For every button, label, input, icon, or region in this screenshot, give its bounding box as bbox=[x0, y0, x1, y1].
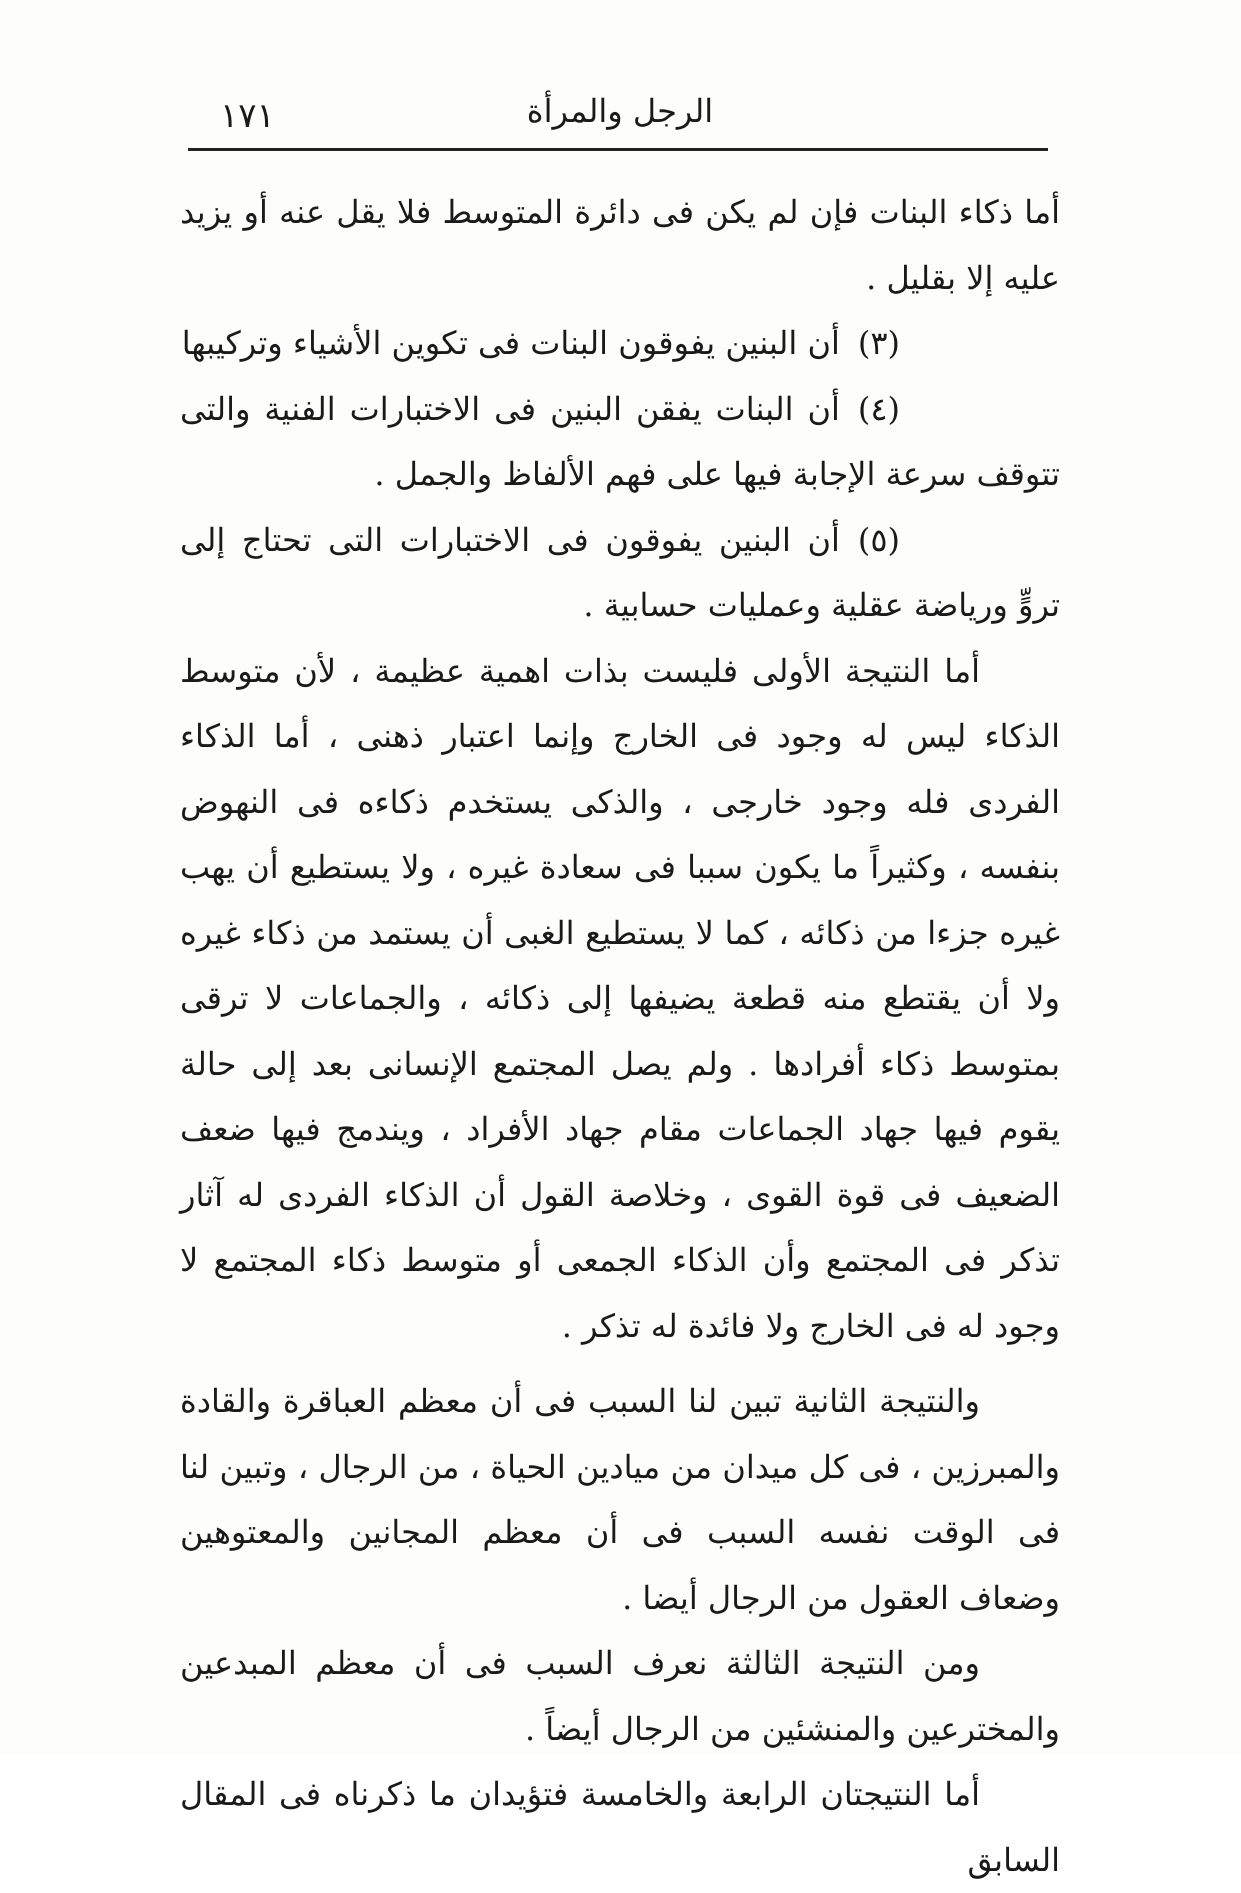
paragraph-gap bbox=[180, 1359, 1060, 1369]
paragraph-first-result: أما النتيجة الأولى فليست بذات اهمية عظيمة ، لأن متوسط الذكاء ليس له وجود فى الخارج وإنما اعتبار ذهنى ، أما الذكاء الفردى فله وجود خارجى ، والذكى يستخدم ذكاءه فى النهوض بنفسه ، وكثيراً ما يكون سببا فى سعادة غيره ، ولا يستطيع أن يهب غيره جزءا من ذكائه ، كما لا يستطيع الغبى أن يستمد من ذكاء غيره ولا أن يقتطع منه قطعة يضيفها إلى ذكائه ، والجماعات لا ترقى بمتوسط ذكاء أفرادها . ولم يصل المجتمع الإنسانى بعد إلى حالة يقوم فيها جهاد الجماعات مقام جهاد الأفراد ، ويندمج فيها ضعف الضعيف فى قوة القوى ، وخلاصة القول أن الذكاء الفردى له آثار تذكر فى المجتمع وأن الذكاء الجمعى أو متوسط ذكاء المجتمع لا وجود له فى الخارج ولا فائدة له تذكر . bbox=[180, 651, 1061, 1345]
body-text bbox=[180, 180, 1060, 1893]
list-item-4 bbox=[180, 377, 1060, 508]
list-item-text: أن البنين يفوقون فى الاختبارات التى تحتاج إلى تروٍّ ورياضة عقلية وعمليات حسابية . bbox=[180, 520, 1060, 624]
list-item-number: (٥) bbox=[857, 520, 901, 559]
paragraph-third-result: ومن النتيجة الثالثة نعرف السبب فى أن معظم المبدعين والمخترعين والمنشئين من الرجال أيضاً . bbox=[180, 1644, 1060, 1748]
list-item-5 bbox=[180, 508, 1060, 639]
list-item-text: أن البنات يفقن البنين فى الاختبارات الفنية والتى تتوقف سرعة الإجابة فيها على فهم الألفاظ والجمل . bbox=[180, 389, 1060, 493]
page-number: ١٧١ bbox=[220, 96, 275, 136]
header-rule bbox=[188, 148, 1048, 151]
running-head bbox=[190, 92, 1050, 142]
paragraph-second-result: والنتيجة الثانية تبين لنا السبب فى أن معظم العباقرة والقادة والمبرزين ، فى كل ميدان من ميادين الحياة ، من الرجال ، وتبين لنا فى الوقت نفسه السبب فى أن معظم المجانين والمعتوهين وضعاف العقول من الرجال أيضا . bbox=[180, 1382, 1061, 1617]
list-item-text: أن البنين يفوقون البنات فى تكوين الأشياء وتركيبها bbox=[181, 324, 840, 362]
list-item-number: (٤) bbox=[857, 389, 900, 428]
list-item-number: (٣) bbox=[857, 324, 900, 362]
running-title: الرجل والمرأة bbox=[526, 92, 714, 130]
paragraph-fourth-fifth-results: أما النتيجتان الرابعة والخامسة فتؤيدان ما ذكرناه فى المقال السابق bbox=[180, 1775, 1060, 1879]
paragraph-continuation: أما ذكاء البنات فإن لم يكن فى دائرة المتوسط فلا يقل عنه أو يزيد عليه إلا بقليل . bbox=[180, 193, 1060, 297]
list-item-3 bbox=[180, 311, 1060, 377]
